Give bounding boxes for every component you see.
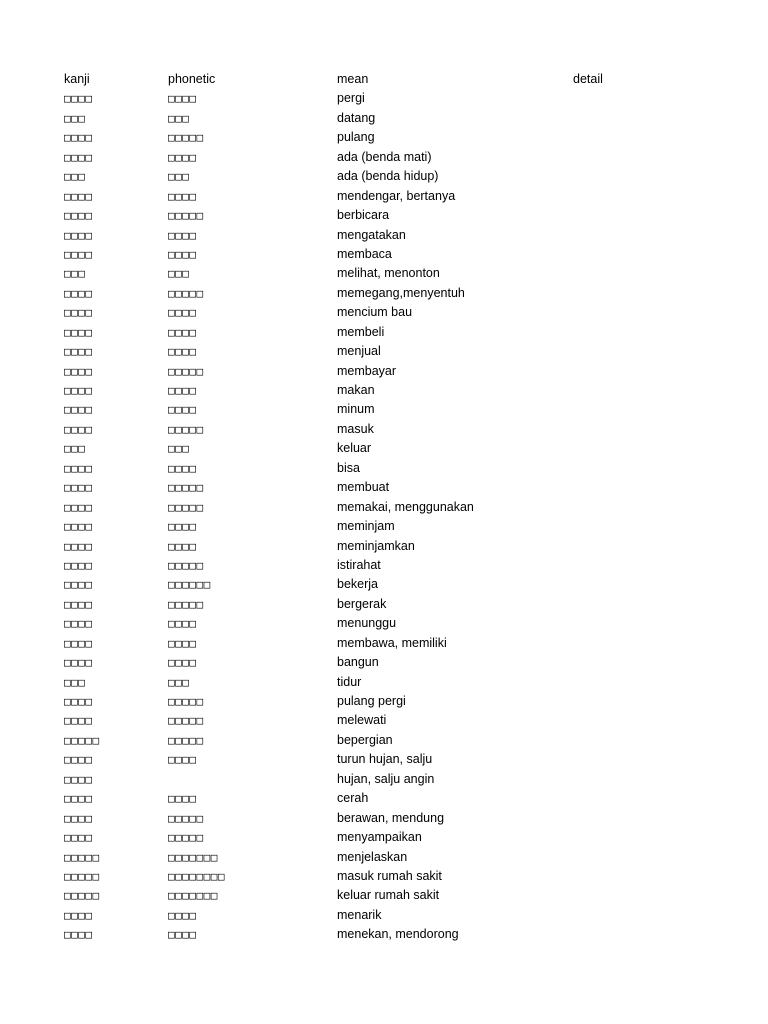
phonetic-cell: □□□□ [168,189,197,203]
table-row [64,128,724,147]
mean-cell: menekan, mendorong [337,927,459,942]
mean-cell: melewati [337,713,387,728]
phonetic-cell: □□□□□ [168,481,204,495]
kanji-cell: □□□□ [64,481,93,495]
detail-cell [573,245,713,264]
phonetic-cell: □□□ [168,267,190,281]
mean-cell: meminjam [337,519,395,534]
table-row [64,595,724,614]
table-row [64,925,724,944]
detail-cell [573,673,713,692]
kanji-cell: □□□□ [64,792,93,806]
table-row [64,420,724,439]
mean-cell: membuat [337,480,390,495]
mean-cell: membeli [337,324,385,339]
table-row [64,381,724,400]
phonetic-cell: □□□□ [168,520,197,534]
detail-cell [573,167,713,186]
header-mean: mean [337,72,369,86]
kanji-cell: □□□ [64,442,86,456]
detail-cell [573,323,713,342]
kanji-cell: □□□□ [64,811,93,825]
table-row [64,828,724,847]
mean-cell: makan [337,383,375,397]
kanji-cell: □□□□ [64,520,93,534]
kanji-cell: □□□ [64,170,86,184]
kanji-cell: □□□□□ [64,850,100,864]
phonetic-cell: □□□□ [168,792,197,806]
detail-cell [573,109,713,128]
kanji-cell: □□□ [64,111,86,125]
kanji-cell: □□□□ [64,131,93,145]
table-row [64,342,724,361]
table-row [64,109,724,128]
detail-cell [573,187,713,206]
kanji-cell: □□□□ [64,558,93,572]
kanji-cell: □□□□ [64,578,93,592]
table-row [64,167,724,186]
detail-cell [573,848,713,867]
phonetic-cell: □□□□□ [168,811,204,825]
phonetic-cell: □□□□ [168,908,197,922]
kanji-cell: □□□□ [64,325,93,339]
phonetic-cell: □□□□ [168,92,197,106]
kanji-cell: □□□□ [64,928,93,942]
phonetic-cell: □□□□ [168,384,197,397]
kanji-cell: □□□□ [64,364,93,378]
detail-cell [573,595,713,614]
phonetic-cell: □□□□□ [168,733,204,747]
mean-cell: membaca [337,246,392,261]
table-row [64,323,724,342]
phonetic-cell: □□□□□ [168,500,204,514]
detail-cell [573,828,713,847]
table-row [64,789,724,808]
kanji-cell: □□□□ [64,831,93,845]
kanji-cell: □□□□ [64,422,93,436]
phonetic-cell: □□□□ [168,928,197,942]
detail-cell [573,226,713,245]
mean-cell: berbicara [337,208,390,223]
mean-cell: memakai, menggunakan [337,499,474,514]
table-row [64,400,724,419]
table-row [64,711,724,730]
table-row [64,673,724,692]
mean-cell: memegang,menyentuh [337,285,465,300]
detail-cell [573,750,713,769]
table-row [64,809,724,828]
table-row [64,264,724,283]
mean-cell: berawan, mendung [337,810,445,825]
mean-cell: bisa [337,460,360,475]
kanji-cell: □□□□ [64,500,93,514]
detail-cell [573,478,713,497]
table-row [64,226,724,245]
mean-cell: keluar rumah sakit [337,888,440,903]
phonetic-cell: □□□□ [168,656,197,670]
kanji-cell: □□□□ [64,772,93,786]
mean-cell: bekerja [337,577,378,592]
table-row [64,653,724,672]
detail-cell [573,362,713,381]
phonetic-cell: □□□□□□ [168,578,211,592]
table-row [64,906,724,925]
phonetic-cell: □□□□□□□□ [168,869,225,883]
detail-cell [573,89,713,108]
mean-cell: cerah [337,791,369,806]
phonetic-cell: □□□□□ [168,422,204,436]
table-row [64,206,724,225]
kanji-cell: □□□□□ [64,733,100,747]
mean-cell: pulang pergi [337,694,406,708]
mean-cell: minum [337,402,375,417]
kanji-cell: □□□□ [64,695,93,708]
detail-cell [573,789,713,808]
kanji-cell: □□□□ [64,597,93,611]
phonetic-cell: □□□□ [168,306,197,320]
detail-cell [573,770,713,789]
mean-cell: menyampaikan [337,830,422,845]
mean-cell: datang [337,110,376,125]
phonetic-cell: □□□□ [168,150,197,164]
detail-cell [573,381,713,400]
detail-cell [573,634,713,653]
phonetic-cell: □□□ [168,170,190,184]
mean-cell: masuk [337,421,374,436]
phonetic-cell [168,770,337,789]
phonetic-cell: □□□□□ [168,131,204,145]
mean-cell: bergerak [337,596,387,611]
table-row [64,284,724,303]
kanji-cell: □□□□ [64,150,93,164]
phonetic-cell: □□□□ [168,345,197,359]
mean-cell: mengatakan [337,227,406,242]
table-row [64,89,724,108]
table-row [64,187,724,206]
detail-cell [573,906,713,925]
table-row [64,692,724,711]
table-row [64,303,724,322]
detail-cell [573,128,713,147]
kanji-cell: □□□□ [64,189,93,203]
detail-cell [573,575,713,594]
phonetic-cell: □□□ [168,442,190,456]
detail-cell [573,303,713,322]
kanji-cell: □□□□ [64,345,93,359]
phonetic-cell: □□□□ [168,403,197,417]
mean-cell: pergi [337,91,365,106]
phonetic-cell: □□□□□ [168,209,204,223]
kanji-cell: □□□□□ [64,869,100,883]
detail-cell [573,653,713,672]
header-phonetic: phonetic [168,72,216,86]
mean-cell: keluar [337,441,372,456]
detail-cell [573,886,713,905]
mean-cell: bangun [337,655,379,670]
kanji-cell: □□□ [64,267,86,281]
mean-cell: meminjamkan [337,538,415,553]
table-row [64,439,724,458]
kanji-cell: □□□□□ [64,889,100,903]
mean-cell: melihat, menonton [337,266,440,281]
phonetic-cell: □□□□□ [168,831,204,845]
table-row [64,575,724,594]
table-row [64,517,724,536]
phonetic-cell: □□□□ [168,617,197,631]
mean-cell: menjelaskan [337,849,408,864]
mean-cell: membayar [337,363,397,378]
detail-cell [573,614,713,633]
mean-cell: ada (benda hidup) [337,169,439,184]
mean-cell: membawa, memiliki [337,635,447,650]
detail-cell [573,400,713,419]
kanji-cell: □□□□ [64,384,93,397]
kanji-cell: □□□□ [64,306,93,320]
detail-cell [573,692,713,711]
mean-cell: menjual [337,344,381,359]
mean-cell: ada (benda mati) [337,149,432,164]
mean-cell: tidur [337,674,362,689]
detail-cell [573,867,713,886]
detail-cell [573,148,713,167]
detail-cell [573,731,713,750]
table-row [64,731,724,750]
phonetic-cell: □□□□ [168,247,197,261]
kanji-cell: □□□□ [64,908,93,922]
detail-cell [573,711,713,730]
phonetic-cell: □□□□□ [168,558,204,572]
detail-cell [573,342,713,361]
kanji-cell: □□□□ [64,286,93,300]
table-row [64,848,724,867]
phonetic-cell: □□□□ [168,228,197,242]
table-row [64,245,724,264]
table-row [64,498,724,517]
table-row [64,867,724,886]
phonetic-cell: □□□□ [168,461,197,475]
phonetic-cell: □□□□□ [168,714,204,728]
kanji-cell: □□□□ [64,714,93,728]
kanji-cell: □□□□ [64,636,93,650]
kanji-cell: □□□□ [64,461,93,475]
phonetic-cell: □□□□ [168,325,197,339]
kanji-cell: □□□□ [64,753,93,767]
kanji-cell: □□□□ [64,209,93,223]
detail-cell [573,264,713,283]
detail-cell [573,439,713,458]
mean-cell: menunggu [337,616,397,631]
kanji-cell: □□□□ [64,247,93,261]
header-row [64,70,724,89]
table-row [64,478,724,497]
kanji-cell: □□□□ [64,228,93,242]
detail-cell [573,517,713,536]
mean-cell: istirahat [337,557,381,572]
table-row [64,362,724,381]
detail-cell [573,809,713,828]
mean-cell: hujan, salju angin [337,771,435,786]
table-row [64,556,724,575]
detail-cell [573,556,713,575]
detail-cell [573,537,713,556]
header-detail: detail [573,72,603,86]
phonetic-cell: □□□□□ [168,695,204,708]
kanji-cell: □□□□ [64,539,93,553]
phonetic-cell: □□□□□ [168,364,204,378]
detail-cell [573,206,713,225]
mean-cell: turun hujan, salju [337,752,433,767]
phonetic-cell: □□□□□□□ [168,889,218,903]
mean-cell: mendengar, bertanya [337,188,456,203]
kanji-cell: □□□ [64,675,86,689]
kanji-cell: □□□□ [64,403,93,417]
phonetic-cell: □□□□□ [168,286,204,300]
table-row [64,750,724,769]
detail-cell [573,284,713,303]
header-kanji: kanji [64,72,90,86]
phonetic-cell: □□□□ [168,753,197,767]
table-row [64,459,724,478]
detail-cell [573,420,713,439]
kanji-cell: □□□□ [64,92,93,106]
table-row [64,634,724,653]
phonetic-cell: □□□□ [168,539,197,553]
phonetic-cell: □□□□ [168,636,197,650]
phonetic-cell: □□□ [168,675,190,689]
phonetic-cell: □□□□□□□ [168,850,218,864]
vocabulary-sheet [64,70,724,945]
mean-cell: mencium bau [337,305,413,320]
table-row [64,148,724,167]
kanji-cell: □□□□ [64,617,93,631]
vocabulary-rows [64,89,724,944]
mean-cell: menarik [337,907,382,922]
detail-cell [573,459,713,478]
table-row [64,886,724,905]
detail-cell [573,925,713,944]
table-row [64,770,724,789]
detail-cell [573,498,713,517]
mean-cell: masuk rumah sakit [337,868,442,883]
table-row [64,537,724,556]
kanji-cell: □□□□ [64,656,93,670]
phonetic-cell: □□□□□ [168,597,204,611]
mean-cell: bepergian [337,732,393,747]
table-row [64,614,724,633]
phonetic-cell: □□□ [168,111,190,125]
mean-cell: pulang [337,130,375,145]
